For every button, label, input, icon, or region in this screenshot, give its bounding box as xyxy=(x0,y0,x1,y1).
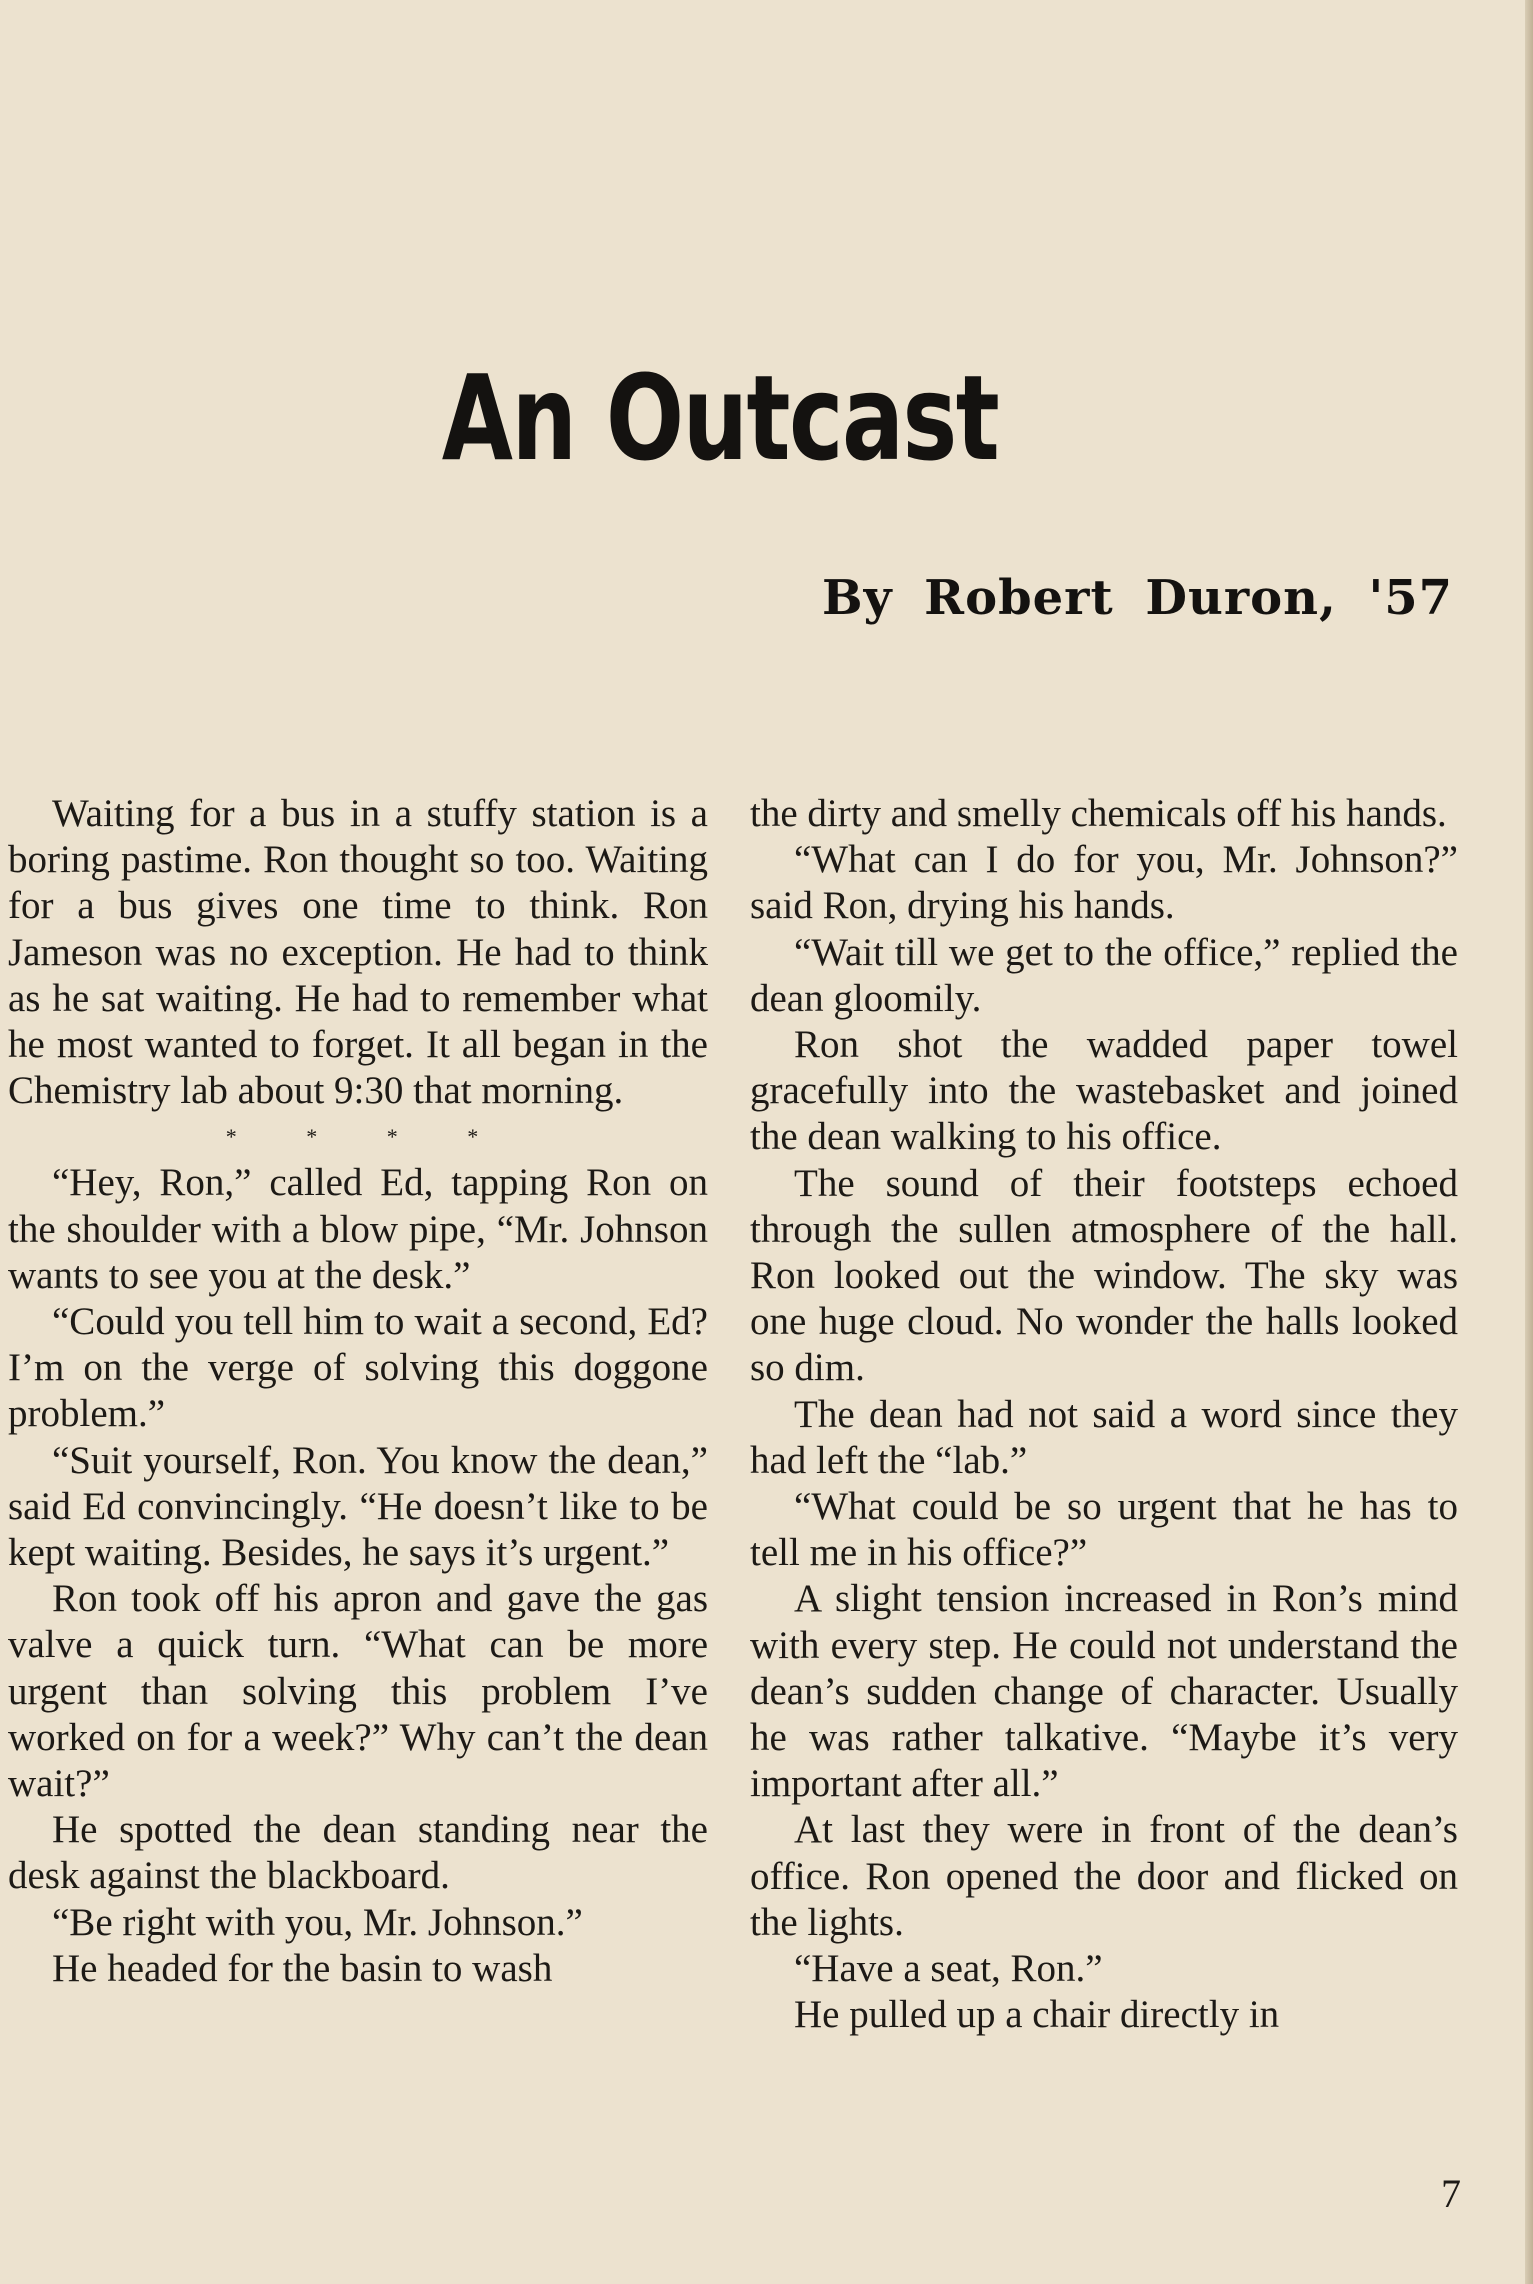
paragraph: “Could you tell him to wait a second, Ed? I’m on the verge of solving this doggone problem.” xyxy=(8,1300,708,1436)
paragraph: “Be right with you, Mr. Johnson.” xyxy=(52,1900,583,1944)
paragraph: the dirty and smelly chemicals off his hands. xyxy=(750,792,1447,835)
paragraph: Ron shot the wadded paper towel gracefully into the wastebasket and joined the dean walking to his office. xyxy=(750,1023,1458,1159)
paragraph: He headed for the basin to wash xyxy=(52,1946,553,1990)
page-number: 7 xyxy=(1441,2171,1461,2216)
paragraph: “Hey, Ron,” called Ed, tapping Ron on the shoulder with a blow pipe, “Mr. Johnson wants to see you at the desk.” xyxy=(8,1161,708,1297)
paragraph: The sound of their footsteps echoed through the sullen atmosphere of the hall. Ron looked out the window. The sky was one huge cloud. No wonder the halls looked so dim. xyxy=(750,1161,1458,1390)
paragraph: Ron took off his apron and gave the gas valve a quick turn. “What can be more urgent than solving this problem I’ve worked on for a week?” Why can’t the dean wait?” xyxy=(8,1577,708,1806)
section-separator: * * * * xyxy=(225,1124,511,1150)
paragraph: “What could be so urgent that he has to tell me in his office?” xyxy=(750,1485,1458,1575)
story-byline: By Robert Duron, '57 xyxy=(822,570,1453,626)
paragraph: “Suit yourself, Ron. You know the dean,” said Ed convincingly. “He doesn’t like to be kept waiting. Besides, he says it’s urgent.” xyxy=(8,1438,708,1575)
paragraph: A slight tension increased in Ron’s mind with every step. He could not understand the dean’s sudden change of character. Usually he was rather talkative. “Maybe it’s very important after all.” xyxy=(750,1577,1458,1806)
left-column xyxy=(8,791,708,1992)
page-edge xyxy=(1525,0,1533,2284)
story-title: An Outcast xyxy=(441,349,999,488)
right-column xyxy=(750,791,1458,2038)
paragraph: The dean had not said a word since they had left the “lab.” xyxy=(750,1392,1458,1482)
paragraph: He pulled up a chair directly in xyxy=(794,1993,1280,2037)
paragraph: “Wait till we get to the office,” replied the dean gloomily. xyxy=(750,930,1458,1020)
paragraph: “Have a seat, Ron.” xyxy=(794,1947,1103,1991)
paragraph: At last they were in front of the dean’s office. Ron opened the door and flicked on the lights. xyxy=(750,1808,1458,1944)
paragraph: He spotted the dean standing near the desk against the blackboard. xyxy=(8,1808,708,1898)
paragraph: “What can I do for you, Mr. Johnson?” said Ron, drying his hands. xyxy=(750,838,1458,928)
paragraph: Waiting for a bus in a stuffy station is a boring pastime. Ron thought so too. Waiting for a bus gives one time to think. Ron Jameson was no exception. He had to think as he sat waiting. He had to remember what he most wanted to forget. It all began in the Chemistry lab about 9:30 that morning. xyxy=(8,792,708,1113)
